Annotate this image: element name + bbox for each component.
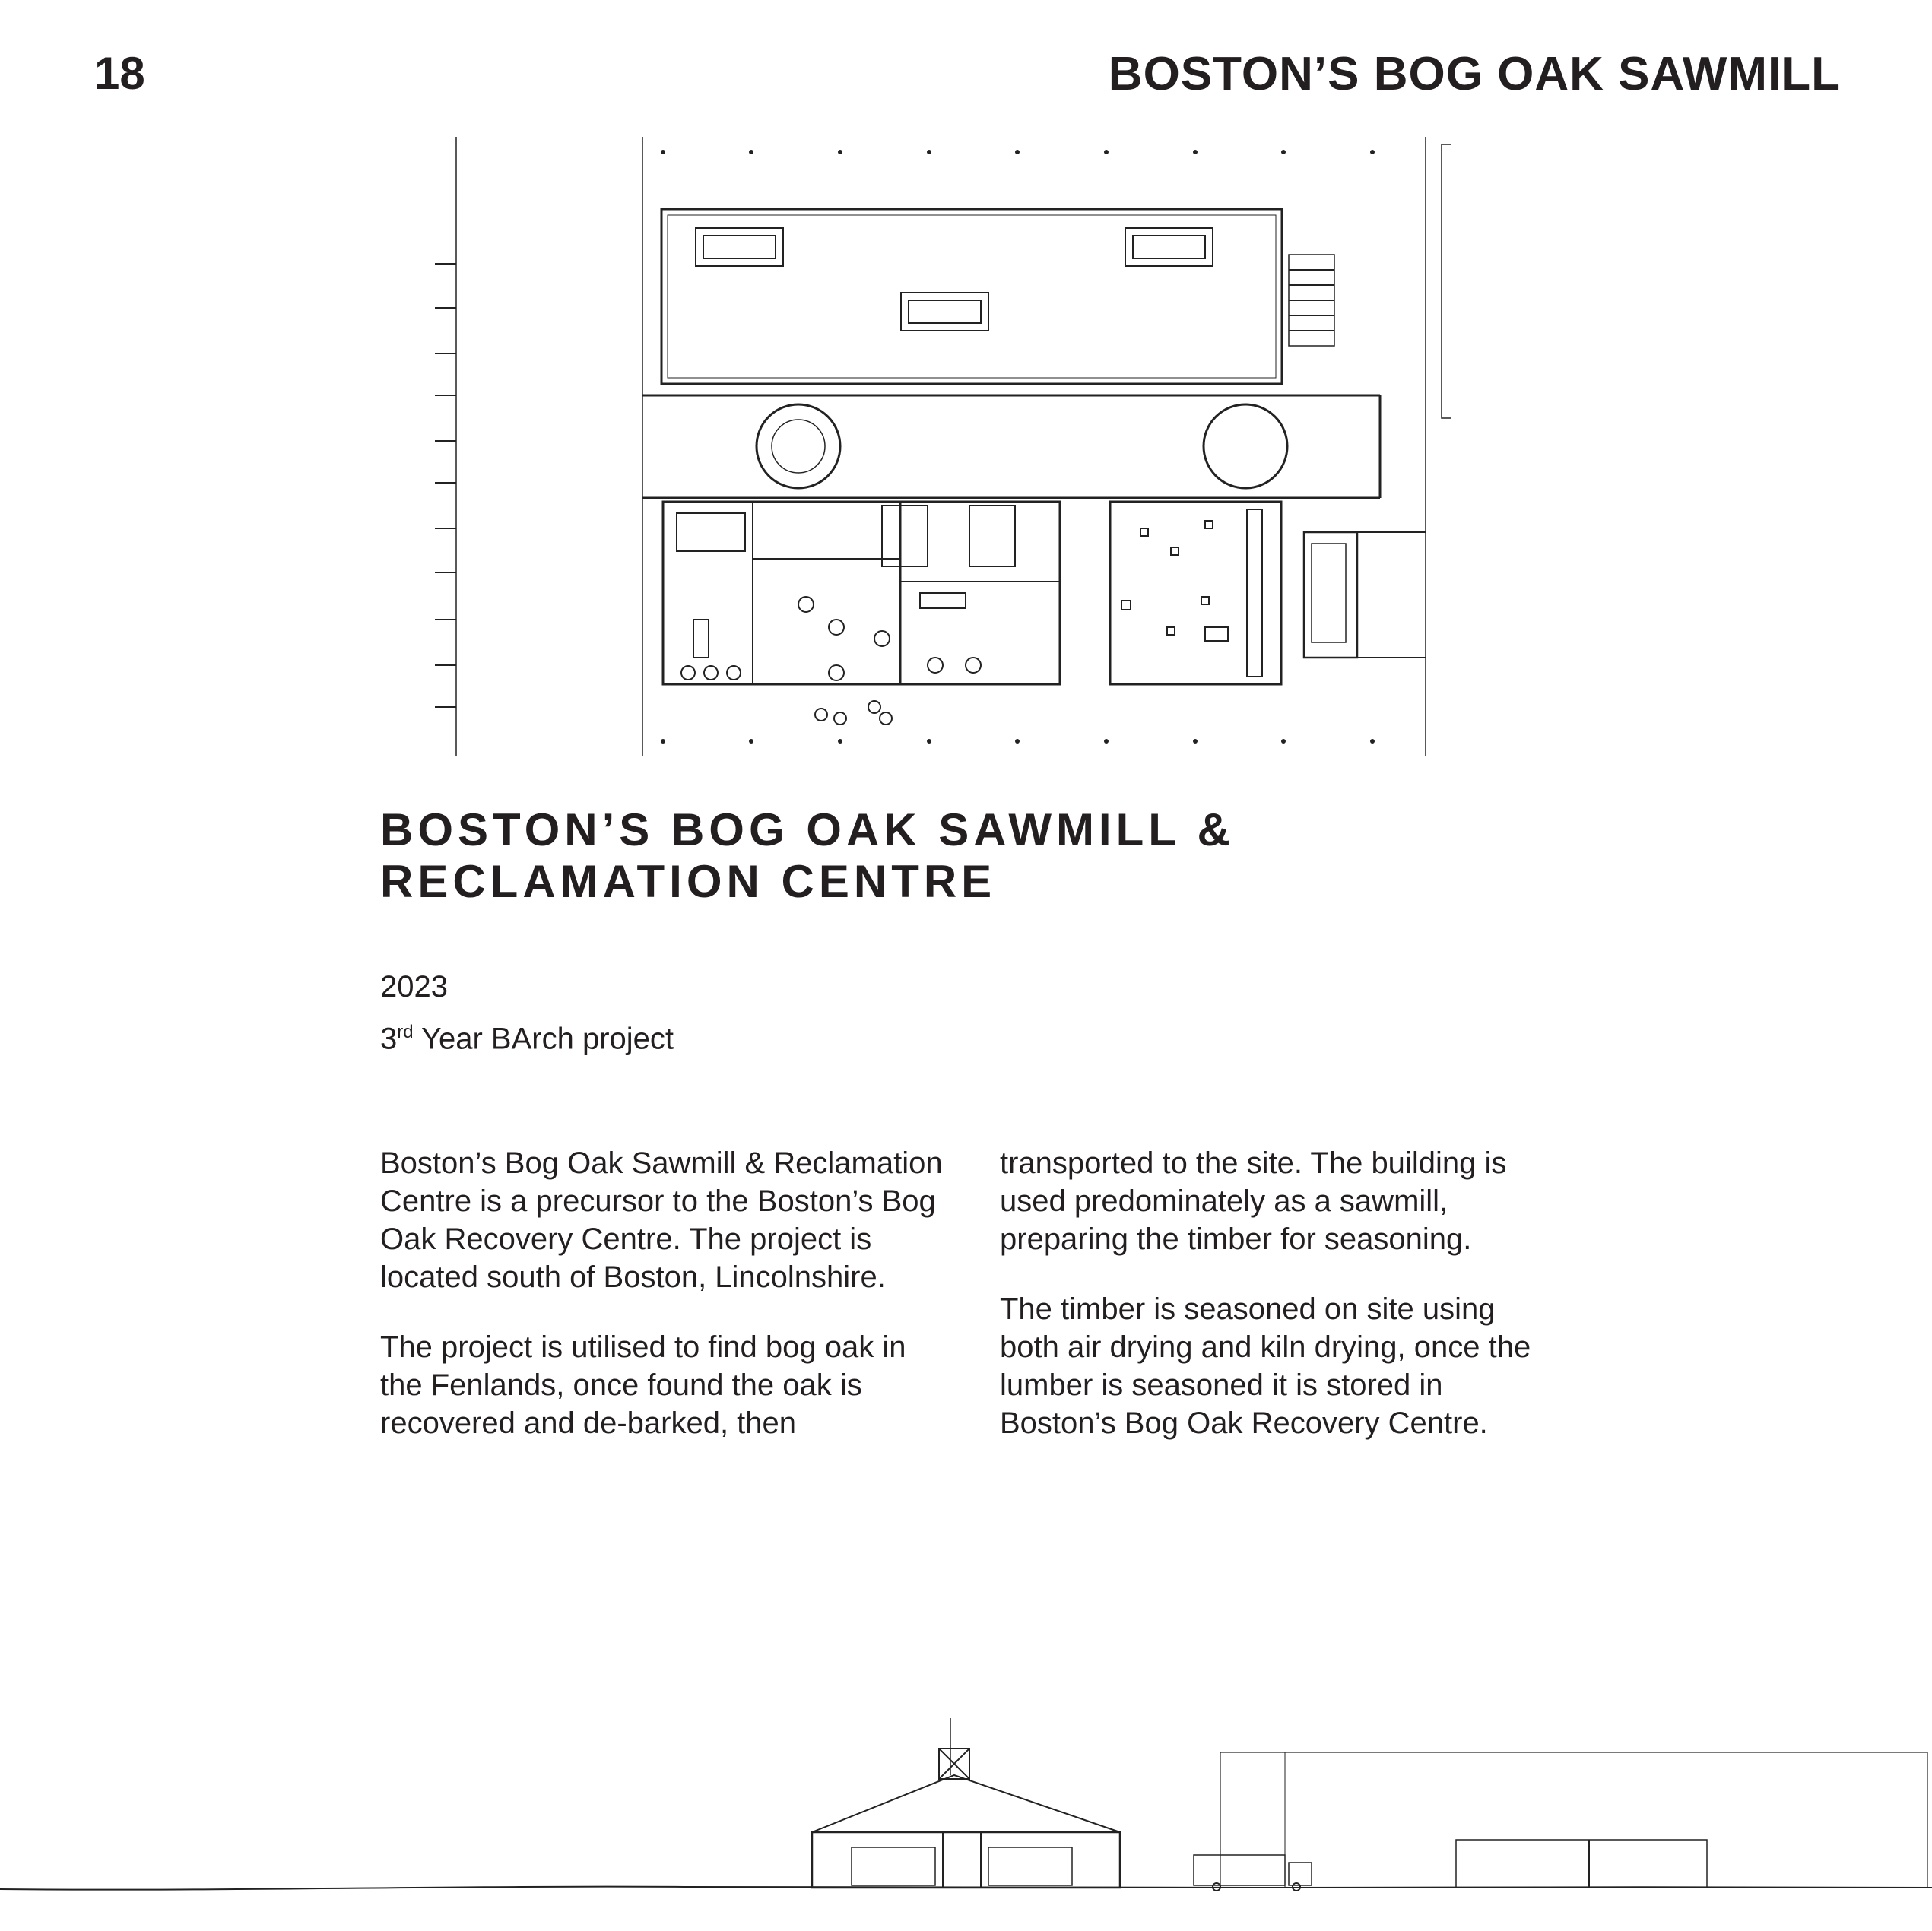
elevation-drawing <box>0 1703 1932 1931</box>
body-paragraph: Boston’s Bog Oak Sawmill & Reclamation Centre is a precursor to the Boston’s Bog Oak Recovery Centre. The project is located south of Boston, Lincolnshire. <box>380 1146 943 1294</box>
project-title <box>380 804 1235 908</box>
floor-plan-drawing <box>426 133 1475 764</box>
project-title-line-2: RECLAMATION CENTRE <box>380 856 997 907</box>
project-subtitle <box>380 1022 674 1056</box>
project-year: 2023 <box>380 970 448 1004</box>
body-paragraph: The project is utilised to find bog oak in the Fenlands, once found the oak is recovered and de-barked, then <box>380 1330 906 1440</box>
body-paragraph: transported to the site. The building is used predominately as a sawmill, preparing the timber for seasoning. <box>1000 1146 1507 1256</box>
body-column-left <box>380 1144 943 1474</box>
body-paragraph: The timber is seasoned on site using both air drying and kiln drying, once the lumber is seasoned it is stored in Boston’s Bog Oak Recovery Centre. <box>1000 1292 1531 1440</box>
body-column-right <box>1000 1144 1562 1474</box>
page-number: 18 <box>94 48 145 99</box>
running-title: BOSTON’S BOG OAK SAWMILL <box>1108 48 1841 100</box>
subtitle-ordinal-number: 3 <box>380 1022 398 1056</box>
subtitle-rest: Year BArch project <box>413 1022 674 1056</box>
project-title-line-1: BOSTON’S BOG OAK SAWMILL & <box>380 804 1235 855</box>
subtitle-ordinal-suffix: rd <box>397 1022 414 1042</box>
